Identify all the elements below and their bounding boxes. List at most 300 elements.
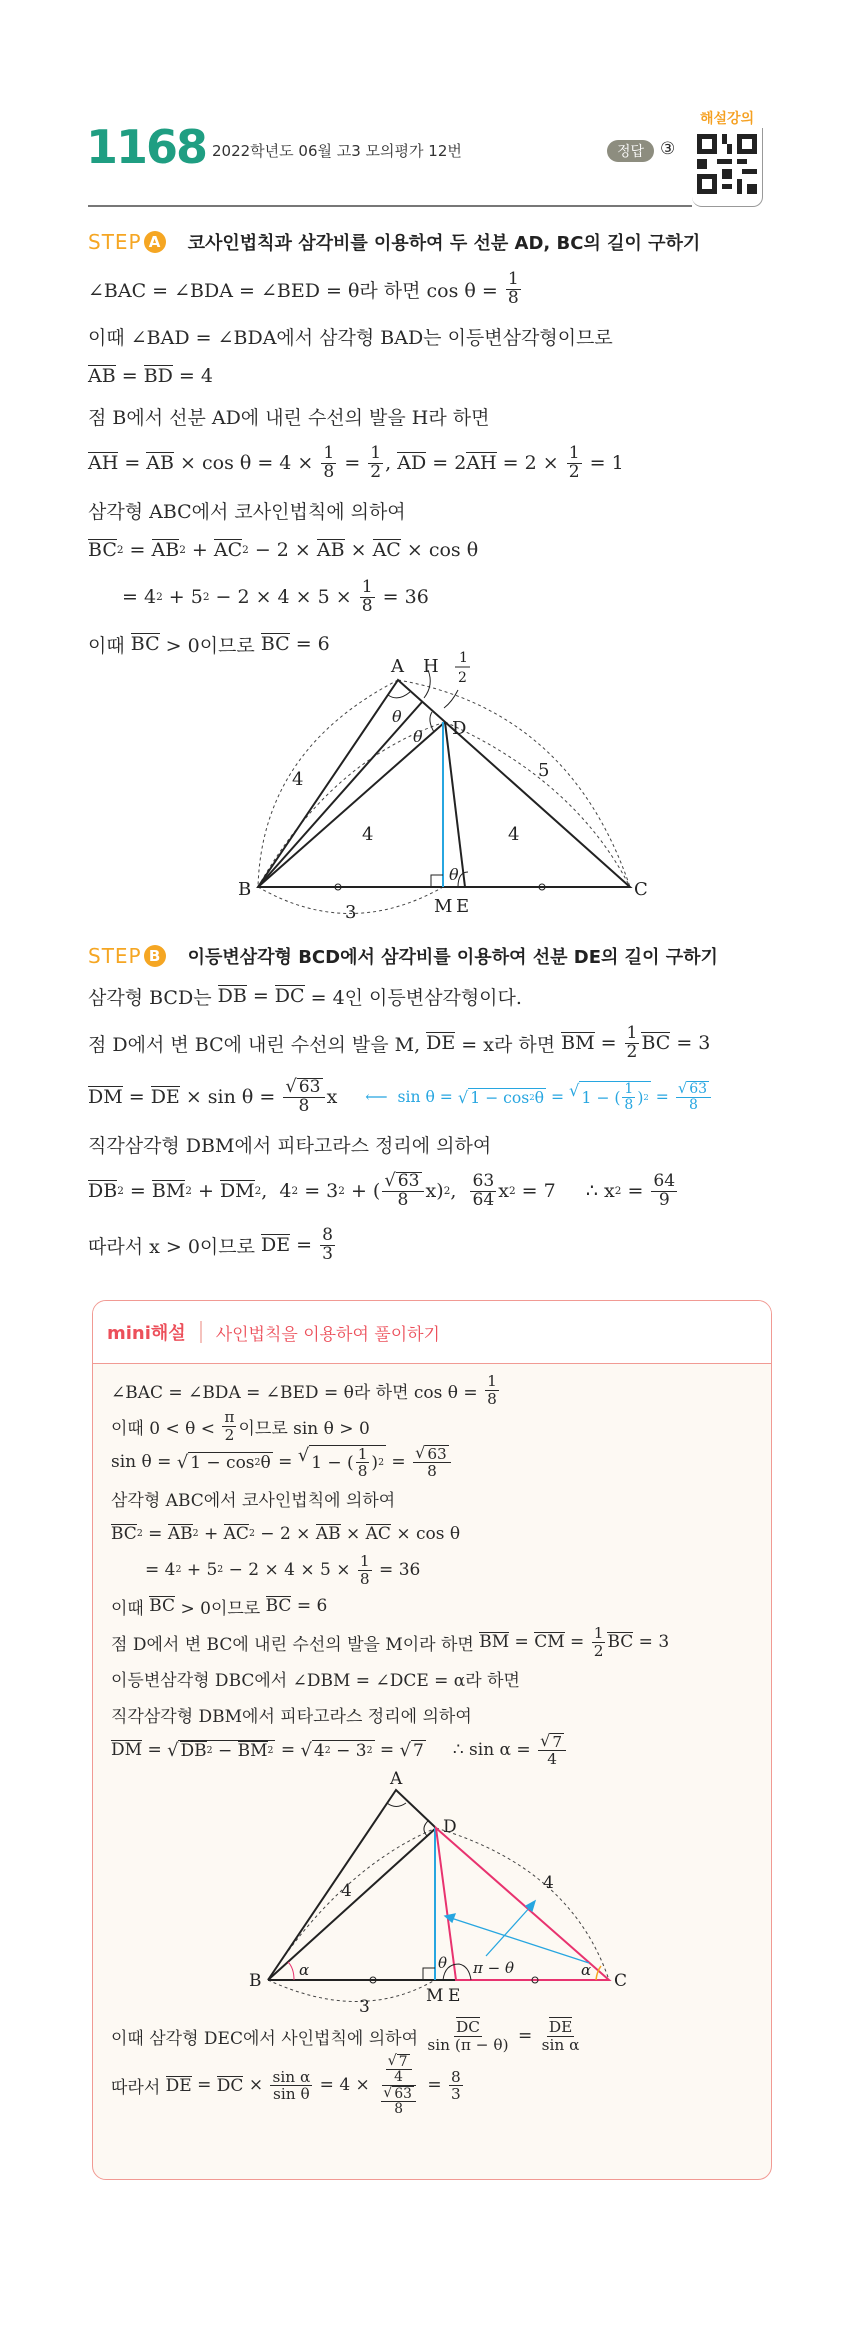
radicand: DB 2 − BM 2 (180, 1740, 274, 1761)
numerator (283, 1078, 324, 1098)
overline-segment: AB (151, 539, 180, 562)
text-run: = (564, 1632, 590, 1652)
overline-segment: AB (315, 1524, 341, 1545)
text-run: > 0이므로 (159, 634, 261, 657)
radicand (687, 1081, 709, 1097)
text-run: 63 (397, 1171, 420, 1192)
overline-segment: DB (217, 985, 247, 1008)
fraction (413, 1442, 451, 1480)
fraction (506, 268, 521, 308)
text-run: = (650, 1088, 674, 1106)
square-root (298, 1445, 386, 1479)
denominator (377, 2086, 420, 2117)
radicand: 1 − cos 2 θ (190, 1452, 271, 1473)
denominator (657, 1189, 672, 1210)
text-run: × (243, 2075, 269, 2096)
numerator (222, 1409, 236, 1426)
step-b-section (88, 936, 788, 1272)
text-run: 8 (507, 287, 519, 308)
text-run: 1 (624, 1081, 634, 1098)
text-run: 8 (394, 2101, 403, 2118)
text-run: 1 − ( (581, 1088, 621, 1107)
text-run: , (450, 1180, 469, 1202)
text-run: sin α (541, 2035, 580, 2054)
overline-segment: DE (261, 1234, 291, 1257)
square-root (177, 1452, 273, 1473)
square-root (301, 1740, 375, 1761)
text-run: = 7 ∴ x (515, 1180, 615, 1202)
text-run: = (338, 452, 367, 474)
numerator (547, 2019, 574, 2037)
text-run: = 36 (373, 1560, 421, 1580)
label-C: C (634, 879, 648, 900)
overline-segment: AB (167, 1524, 193, 1545)
label-D: D (443, 1817, 457, 1837)
denominator (425, 2037, 510, 2053)
step-word: STEP (88, 230, 142, 254)
label-AC-length: 5 (538, 760, 550, 781)
solution-line: BC 2 = AB 2 + AC 2 − 2 × AB × AC × cos θ (111, 1524, 461, 1545)
text-run: 직각삼각형 DBM에서 피타고라스 정리에 의하여 (111, 1706, 472, 1727)
numerator (538, 1730, 566, 1751)
square-root (400, 1740, 426, 1761)
step-title: 코사인법칙과 삼각비를 이용하여 두 선분 AD, BC의 길이 구하기 (187, 233, 701, 254)
label-theta-A: θ (392, 707, 402, 726)
denominator (392, 2102, 405, 2116)
step-a-heading (88, 222, 788, 262)
overline-segment: AC (223, 1524, 249, 1545)
side-note (365, 1081, 713, 1112)
text-run: = (386, 1452, 412, 1472)
solution-line (88, 1016, 788, 1070)
label-DC-length: 4 (508, 824, 520, 845)
overline-segment: DE (165, 2075, 192, 2096)
solution-line (88, 1124, 788, 1164)
solution-line: DB 2 = BM 2 + DM 2 , 4 2 = 3 2 + ( √ 63 8 x) 2 , $\frac{63}{64}$ x 2 = 7 ∴ x 2 = $\frac{64}{9}$ (88, 1170, 676, 1210)
overline-segment: AC (213, 539, 243, 562)
answer-value: ③ (660, 139, 676, 159)
step-a-body (88, 262, 788, 664)
label-B: B (238, 879, 252, 900)
overline-segment: DM (219, 1180, 255, 1203)
label-theta: θ (438, 1954, 448, 1972)
square-root (678, 1081, 709, 1097)
overline-segment: AB (146, 452, 174, 475)
text-run: × cos θ (390, 1524, 461, 1544)
text-run: 4 (547, 1750, 557, 1768)
text-run: 8 (451, 2067, 461, 2086)
text-run: 7 (552, 1732, 563, 1751)
text-run: = (594, 1032, 623, 1054)
text-run: 8 (323, 461, 335, 482)
numerator (485, 1373, 499, 1390)
text-run: = (374, 1740, 400, 1760)
text-run: × cos θ (400, 539, 479, 561)
fraction (360, 576, 375, 616)
square-root (540, 1730, 564, 1751)
label-alpha-B: α (299, 1961, 310, 1979)
text-run: 1 − cos (190, 1452, 255, 1473)
overline-segment: BC (265, 1596, 292, 1617)
text-run: = (142, 1740, 168, 1760)
fraction (283, 1078, 324, 1116)
text-run: 점 B에서 선분 AD에 내린 수선의 발을 H라 하면 (88, 406, 490, 429)
square-root (285, 1078, 322, 1097)
square-root (384, 1172, 421, 1191)
text-run: − 3 (330, 1740, 367, 1761)
denominator (622, 1098, 635, 1113)
fraction (485, 1373, 499, 1406)
solution-line (111, 2054, 771, 2117)
step-b-body (88, 976, 788, 1272)
fraction (386, 2054, 412, 2085)
overline-segment: BC (641, 1032, 671, 1055)
denominator (687, 1098, 700, 1113)
solution-line (88, 356, 788, 396)
text-run: 이때 (111, 1598, 150, 1619)
text-run: + (198, 1524, 224, 1544)
radicand (550, 1733, 564, 1750)
text-run: 8 (427, 1462, 437, 1480)
fraction (320, 1224, 335, 1264)
numerator (454, 2019, 482, 2037)
text-run: 점 D에서 변 BC에 내린 수선의 발을 M, (88, 1033, 427, 1056)
fraction (425, 2019, 510, 2053)
text-run: × cos θ = 4 × (173, 452, 320, 474)
problem-source: 2022학년도 06월 고3 모의평가 12번 (212, 142, 462, 160)
denominator (592, 1643, 606, 1659)
text-run: = 4 (145, 1560, 176, 1580)
text-run: = 36 (376, 586, 429, 608)
text-run: 3 (451, 2084, 461, 2103)
text-run: = 3 (670, 1032, 711, 1054)
text-run: 7 (398, 2054, 408, 2070)
label-D: D (452, 718, 467, 739)
text-run: , (385, 452, 398, 474)
triangle-DEC (436, 1828, 609, 1980)
text-run: 8 (688, 1097, 698, 1113)
text-run: > 0이므로 (175, 1598, 266, 1619)
text-run: 2 (224, 1425, 235, 1444)
fraction (270, 2069, 312, 2102)
radical-icon: √ (285, 1076, 297, 1098)
square-root (383, 2086, 414, 2101)
text-run: 8 (298, 1096, 310, 1116)
text-run: = (621, 1180, 650, 1202)
text-run: + ( (344, 1180, 381, 1202)
text-run: 1 (370, 442, 382, 463)
text-run: 1 (357, 1444, 368, 1463)
numerator (356, 1446, 370, 1463)
radical-icon: √ (399, 1739, 411, 1761)
text-run: x (326, 1086, 338, 1108)
denominator (358, 1571, 372, 1587)
text-run: θ (260, 1452, 271, 1473)
square-root (167, 1740, 275, 1761)
solution-line: = 4 2 + 5 2 − 2 × 4 × 5 × $\frac{1}{8}$ = 36 (122, 576, 429, 616)
radical-icon: √ (569, 1081, 580, 1101)
solution-line (88, 436, 788, 490)
solution-line (111, 1480, 771, 1516)
overline-segment: BC (88, 539, 117, 562)
answer-badge: 정답 (607, 140, 654, 162)
label-B: B (249, 1971, 262, 1991)
overline-segment: AB (88, 365, 116, 388)
text-run: 63 (298, 1077, 321, 1098)
text-run: 63 (689, 1081, 708, 1098)
radical-icon: √ (677, 1080, 688, 1098)
overline-segment: BM (479, 1632, 510, 1653)
denominator (297, 1098, 312, 1116)
radicand: 4 2 − 3 2 (313, 1740, 373, 1761)
fraction (381, 2086, 416, 2117)
radical-icon: √ (383, 2084, 393, 2101)
text-run: = (272, 1452, 298, 1472)
text-run: 8 (487, 1389, 497, 1408)
text-run: x (498, 1180, 509, 1202)
overline-segment: DB (88, 1180, 118, 1203)
text-run: 이때 삼각형 DEC에서 사인법칙에 의하여 (111, 2028, 424, 2049)
text-run: 9 (658, 1189, 670, 1210)
text-run: × (340, 1524, 366, 1544)
text-run: 1 (359, 1552, 370, 1571)
mini-title: 사인법칙을 이용하여 풀이하기 (215, 1324, 440, 1345)
text-run: = (123, 1180, 152, 1202)
label-half-den: 2 (458, 670, 467, 686)
denominator (449, 2086, 463, 2102)
text-run: sin θ = (111, 1452, 177, 1472)
label-M: M (426, 1986, 444, 2006)
text-run: 2 (568, 461, 580, 482)
text-run: 63 (472, 1170, 495, 1191)
denominator (321, 461, 336, 482)
text-run: ∠BAC = ∠BDA = ∠BED = θ라 하면 cos θ = (88, 279, 504, 302)
text-run: 8 (357, 1462, 368, 1480)
solution-line (111, 1696, 771, 1732)
label-pi-minus-theta: π − θ (473, 1959, 514, 1977)
qr-code-icon (697, 134, 757, 194)
text-run: 1 − ( (311, 1452, 354, 1473)
text-run: 이므로 sin θ > 0 (238, 1418, 370, 1439)
problem-number: 1168 (86, 120, 207, 174)
denominator (223, 1427, 237, 1443)
overline-segment: DC (274, 985, 305, 1008)
fraction (592, 1625, 606, 1658)
radicand: 1 − ( $\frac{1}{8}$ ) 2 (311, 1444, 385, 1480)
text-run: ∠BAC = ∠BDA = ∠BED = θ라 하면 cos θ = (111, 1382, 484, 1403)
radical-icon: √ (457, 1087, 469, 1107)
overline-segment: AC (372, 539, 401, 562)
mini-tag: mini해설 (107, 1323, 186, 1344)
square-root (415, 1442, 449, 1463)
denominator (396, 1192, 411, 1210)
label-half-num: 1 (459, 650, 468, 666)
solution-line (111, 1660, 771, 1696)
numerator (449, 2069, 463, 2086)
denominator (485, 1391, 499, 1407)
label-BM-length: 3 (359, 1997, 370, 2013)
fraction (651, 1170, 677, 1210)
text-run: sin (π − θ) (427, 2035, 509, 2054)
radical-icon: √ (297, 1444, 310, 1466)
text-run: = (246, 985, 275, 1007)
solution-line (88, 490, 788, 530)
text-run: 따라서 (111, 2077, 166, 2098)
overline-segment: CM (534, 1632, 565, 1653)
label-E: E (448, 1986, 461, 2006)
denominator (425, 1463, 439, 1479)
text-run: + 5 (181, 1560, 218, 1580)
mini-lines-top (111, 1372, 771, 1768)
text-run: 1 (593, 1624, 604, 1643)
text-run: , 4 (261, 1180, 292, 1202)
text-run: = (421, 2075, 447, 2096)
text-run: = (546, 1088, 570, 1106)
text-run: = x라 하면 (455, 1033, 562, 1056)
text-run: = (122, 1086, 151, 1108)
label-M: M (434, 896, 453, 917)
label-A: A (390, 1769, 403, 1789)
overline-segment: BM (151, 1180, 186, 1203)
text-run: = 4인 이등변삼각형이다. (304, 986, 522, 1009)
text-run: sin θ (273, 2084, 310, 2103)
text-run: 이때 ∠BAD = ∠BDA에서 삼각형 BAD는 이등변삼각형이므로 (88, 326, 613, 349)
overline-segment: DC (456, 2018, 480, 2037)
label-BM-length: 3 (345, 902, 357, 920)
text-run: 64 (653, 1170, 676, 1191)
text-run: 1 (626, 1022, 638, 1043)
qr-code[interactable] (692, 128, 763, 207)
text-run: = (118, 452, 147, 474)
solution-line (88, 316, 788, 356)
fraction (377, 2054, 420, 2117)
text-run: = 4 (122, 586, 157, 608)
text-run: = 4 × (314, 2075, 376, 2096)
text-run: 삼각형 ABC에서 코사인법칙에 의하여 (111, 1490, 396, 1511)
text-run: = 3 (633, 1632, 670, 1652)
fraction (222, 1409, 236, 1442)
mini-header (93, 1301, 771, 1364)
text-run: 7 (412, 1740, 424, 1761)
overline-segment: DM (111, 1740, 143, 1761)
square-root (569, 1081, 651, 1112)
text-run: 이때 (88, 634, 131, 657)
text-run: × (344, 539, 373, 561)
numerator (382, 1172, 423, 1192)
label-DC-length: 4 (543, 1873, 554, 1893)
lecture-label[interactable]: 해설강의 (700, 111, 755, 127)
solution-line (88, 262, 788, 316)
overline-segment: BD (143, 365, 173, 388)
text-run: − 2 × (254, 1524, 316, 1544)
text-run: 삼각형 BCD는 (88, 986, 218, 1009)
header-divider (88, 205, 692, 207)
overline-segment: AH (88, 452, 119, 475)
denominator (320, 1243, 335, 1264)
overline-segment: DE (150, 1086, 180, 1109)
overline-segment: AB (316, 539, 345, 562)
numerator (592, 1625, 606, 1642)
fraction (538, 1730, 566, 1768)
step-letter-badge: A (144, 231, 166, 253)
label-alpha-C: α (581, 1961, 592, 1979)
solution-line (111, 1444, 771, 1480)
text-run: + (191, 1180, 220, 1202)
text-run: 4 (313, 1740, 325, 1761)
radical-icon: √ (540, 1730, 551, 1750)
step-a-section (88, 222, 788, 664)
text-run: − (212, 1740, 238, 1761)
step-title: 이등변삼각형 BCD에서 삼각비를 이용하여 선분 DE의 길이 구하기 (187, 947, 718, 968)
text-run: θ (534, 1088, 545, 1107)
text-run: = 2 (426, 452, 467, 474)
radical-icon: √ (384, 1170, 396, 1192)
text-run: 2 (626, 1041, 638, 1062)
text-run: 1 (507, 268, 519, 289)
mini-separator (200, 1321, 202, 1343)
label-theta-D: θ (413, 727, 423, 746)
fraction (321, 442, 336, 482)
step-letter-badge: B (144, 945, 166, 967)
text-run: 3 (322, 1243, 334, 1264)
triangle-diagram-1 (0, 640, 843, 920)
denominator (271, 2086, 312, 2102)
numerator (386, 2054, 412, 2070)
radicand (392, 2086, 414, 2101)
numerator (270, 2069, 312, 2086)
label-BD-length: 4 (341, 1881, 352, 1901)
denominator (540, 2037, 582, 2053)
text-run: − 2 × 4 × 5 × (223, 1560, 356, 1580)
overline-segment: AC (365, 1524, 391, 1545)
text-run: = (123, 539, 152, 561)
text-run: = (275, 1740, 301, 1760)
text-run: 이때 0 < θ < (111, 1418, 221, 1439)
radicand: 1 − ( $\frac{1}{8}$ ) 2 (581, 1081, 649, 1113)
fraction (676, 1081, 711, 1112)
text-run: = 1 (583, 452, 624, 474)
label-AB-length: 4 (292, 769, 304, 790)
fraction (540, 2019, 582, 2053)
text-run: 63 (427, 1444, 447, 1463)
label-C: C (614, 1971, 628, 1991)
text-run: 1 (361, 576, 373, 597)
label-theta-E: θ (449, 865, 459, 884)
text-run: 64 (472, 1189, 495, 1210)
overline-segment: DE (548, 2018, 573, 2037)
radicand (297, 1078, 323, 1097)
fraction (567, 442, 582, 482)
square-root (458, 1088, 546, 1107)
overline-segment: DM (88, 1086, 123, 1109)
denominator (506, 287, 521, 308)
text-run: = 3 (298, 1180, 339, 1202)
fraction (622, 1082, 635, 1112)
solution-line (111, 1732, 771, 1768)
text-run: 삼각형 ABC에서 코사인법칙에 의하여 (88, 500, 406, 523)
text-run: ) (637, 1088, 644, 1107)
numerator (382, 2054, 416, 2086)
overline-segment: AH (466, 452, 497, 475)
label-BD-length: 4 (362, 824, 374, 845)
overline-segment: BC (111, 1524, 137, 1545)
text-run: 63 (394, 2085, 412, 2102)
mini-body (93, 1364, 771, 2117)
solution-line (88, 976, 788, 1016)
denominator (625, 1041, 640, 1062)
denominator (368, 461, 383, 482)
numerator (413, 1442, 451, 1463)
